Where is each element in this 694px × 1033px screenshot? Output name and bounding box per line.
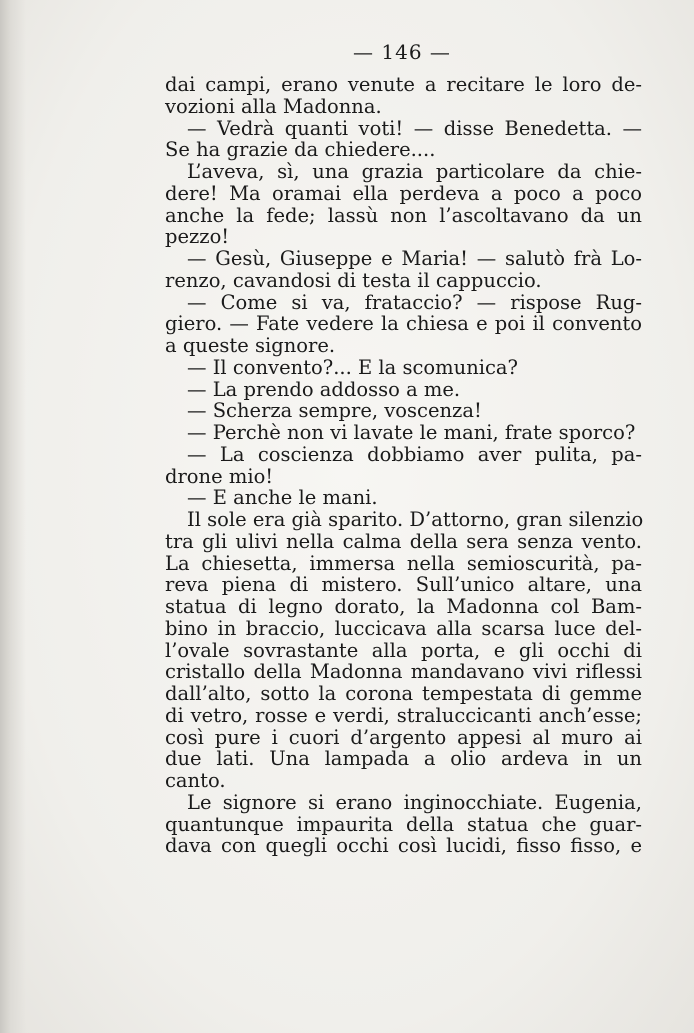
text-line: drone mio! — [165, 464, 274, 488]
text-line: pezzo! — [165, 225, 230, 249]
text-line: — La prendo addosso a me. — [187, 377, 461, 401]
text-line: statua di legno dorato, la Madonna col Bam- — [165, 595, 642, 618]
text-line: — Perchè non vi lavate le mani, frate sporco? — [187, 421, 636, 444]
text-line: così pure i cuori d’argento appesi al muro ai — [165, 725, 642, 749]
text-line: a queste signore. — [165, 334, 336, 357]
text-line: dava con quegli occhi così lucidi, fisso fisso, e — [165, 834, 642, 858]
text-line: l’ovale sovrastante alla porta, e gli occhi di — [165, 638, 642, 662]
text-line: renzo, cavandosi di testa il cappuccio. — [165, 268, 542, 292]
text-line: Se ha grazie da chiedere.... — [165, 138, 436, 162]
text-line: reva piena di mistero. Sull’unico altare, una — [165, 573, 642, 597]
text-line: dai campi, erano venute a recitare le loro de- — [165, 73, 642, 96]
text-line: tra gli ulivi nella calma della sera senza vento. — [165, 529, 642, 553]
text-line: — Vedrà quanti voti! — disse Benedetta. — — [187, 116, 642, 140]
text-line: bino in braccio, luccicava alla scarsa luce del- — [165, 616, 642, 640]
text-line: La chiesetta, immersa nella semioscurità, pa- — [165, 551, 642, 575]
text-line: Le signore si erano inginocchiate. Eugenia, — [187, 790, 642, 814]
body-text — [165, 74, 642, 857]
text-line: giero. — Fate vedere la chiesa e poi il convento — [165, 312, 642, 336]
text-line: L’aveva, sì, una grazia particolare da chie- — [187, 160, 642, 183]
text-line: anche la fede; lassù non l’ascoltavano da un — [165, 203, 642, 227]
text-line: — E anche le mani. — [187, 486, 378, 510]
text-line: — La coscienza dobbiamo aver pulita, pa- — [187, 442, 642, 466]
text-line: due lati. Una lampada a olio ardeva in un — [165, 747, 642, 771]
text-line: dall’alto, sotto la corona tempestata di gemme — [165, 682, 642, 705]
binding-shadow — [0, 0, 26, 1033]
text-line: quantunque impaurita della statua che guar- — [165, 812, 642, 836]
text-line: di vetro, rosse e verdi, straluccicanti anch’esse; — [165, 703, 642, 727]
text-line: cristallo della Madonna mandavano vivi riflessi — [165, 660, 642, 684]
text-line: — Gesù, Giuseppe e Maria! — salutò frà Lo- — [187, 247, 642, 270]
text-line: — Scherza sempre, voscenza! — [187, 399, 482, 423]
page-number: — 146 — — [353, 40, 451, 64]
text-line: canto. — [165, 769, 226, 792]
text-line: vozioni alla Madonna. — [165, 94, 382, 118]
text-line: — Il convento?... E la scomunica? — [187, 355, 519, 379]
text-line: dere! Ma oramai ella perdeva a poco a poco — [165, 181, 642, 205]
text-line: Il sole era già sparito. D’attorno, gran silenzio — [187, 508, 644, 531]
text-line: — Come si va, frataccio? — rispose Rug- — [187, 290, 642, 314]
